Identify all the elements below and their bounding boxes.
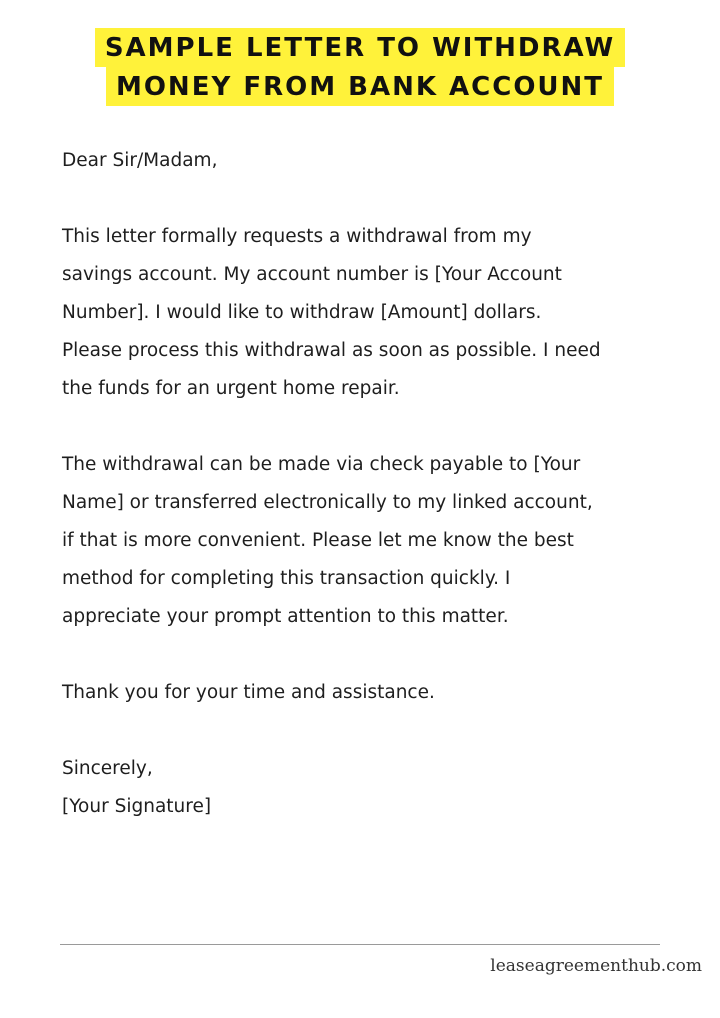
paragraph-2-line: method for completing this transaction quickly. I — [62, 568, 511, 589]
title-line-2: MONEY FROM BANK ACCOUNT — [106, 67, 614, 106]
paragraph-1-line: Please process this withdrawal as soon as possible. I need — [62, 340, 601, 361]
paragraph-2-line: if that is more convenient. Please let me know the best — [62, 530, 574, 551]
salutation: Dear Sir/Madam, — [62, 150, 218, 171]
footer-site: leaseagreementhub.com — [490, 956, 702, 976]
paragraph-1-line: the funds for an urgent home repair. — [62, 378, 400, 399]
paragraph-1-line: This letter formally requests a withdrawal from my — [62, 226, 532, 247]
letter-title — [0, 28, 720, 106]
paragraph-2-line: Name] or transferred electronically to my linked account, — [62, 492, 593, 513]
paragraph-1-line: savings account. My account number is [Your Account — [62, 264, 562, 285]
paragraph-1-line: Number]. I would like to withdraw [Amount] dollars. — [62, 302, 542, 323]
signature-placeholder: [Your Signature] — [62, 796, 212, 817]
closing: Sincerely, — [62, 758, 153, 779]
thanks-line: Thank you for your time and assistance. — [62, 682, 435, 703]
paragraph-1 — [62, 218, 702, 408]
footer-divider — [60, 944, 660, 945]
paragraph-2-line: The withdrawal can be made via check payable to [Your — [62, 454, 581, 475]
paragraph-2-line: appreciate your prompt attention to this matter. — [62, 606, 509, 627]
title-line-1: SAMPLE LETTER TO WITHDRAW — [95, 28, 625, 67]
letter-body — [62, 142, 702, 826]
paragraph-2 — [62, 446, 702, 636]
